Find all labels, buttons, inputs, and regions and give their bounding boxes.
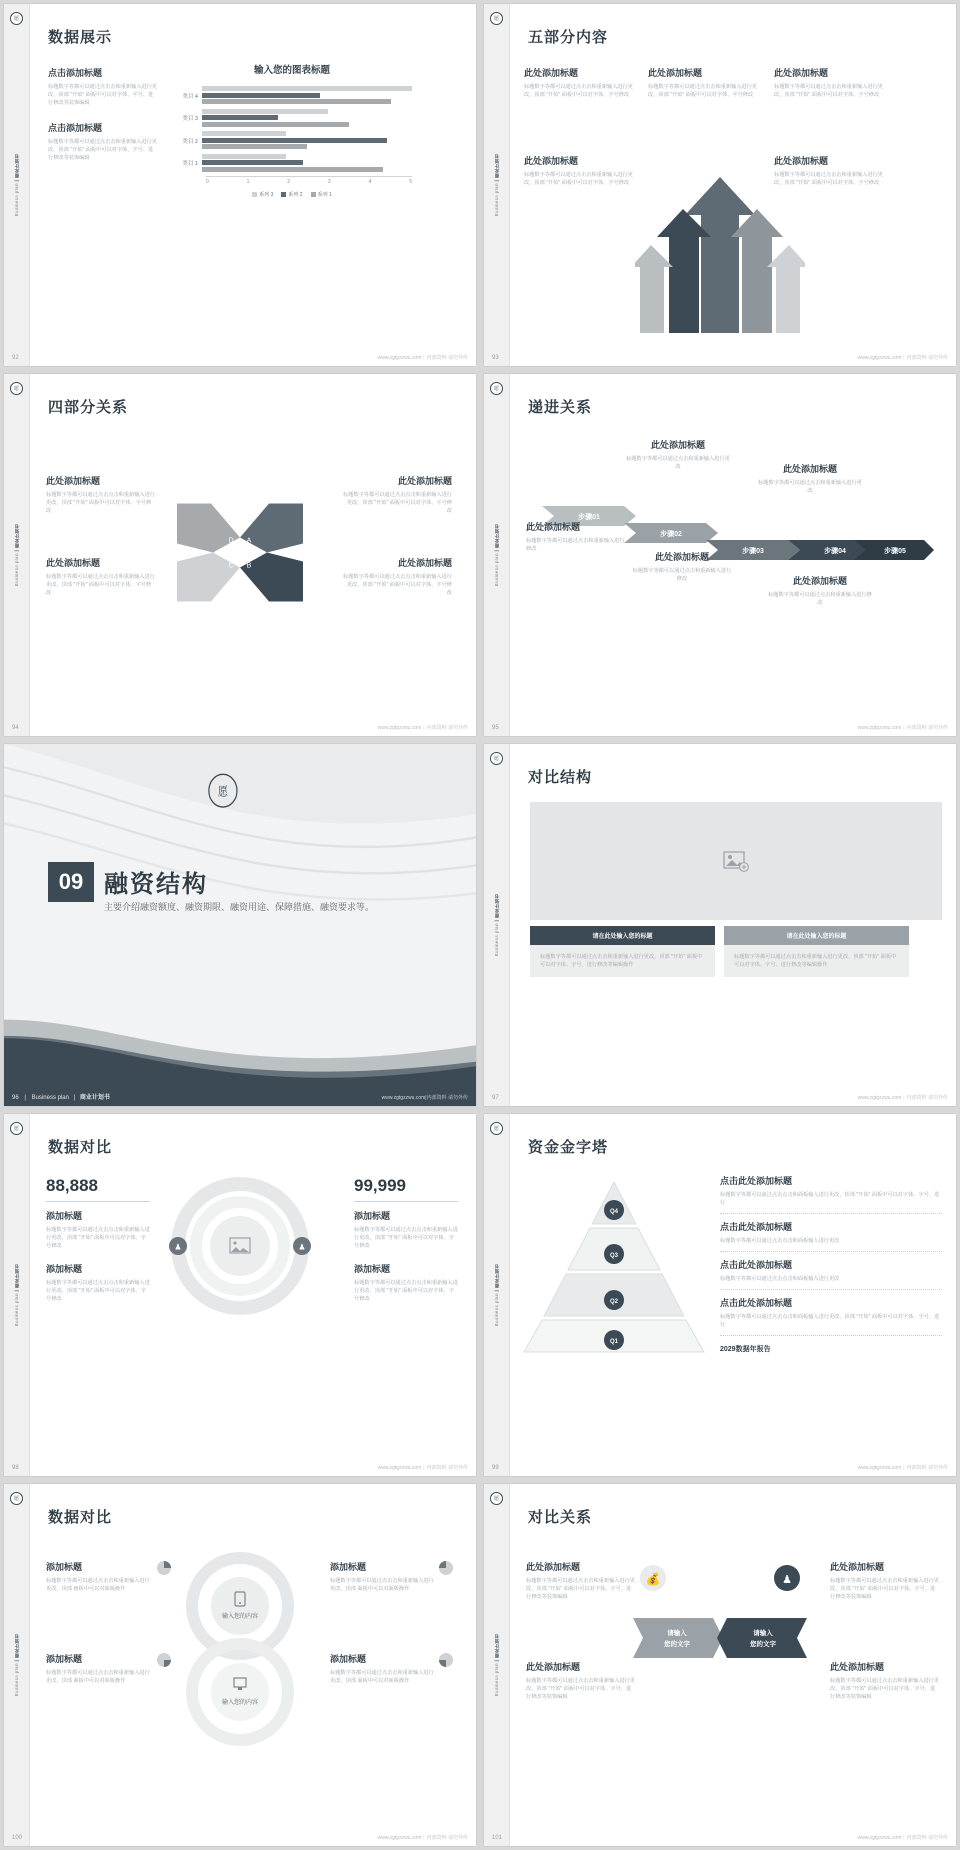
block-body: 标题数字等都可以通过点击点击和重新输入进行更改，顶部 "开始" 面板中可以对字体、字号修改 xyxy=(343,574,452,597)
page-number: 92 xyxy=(12,355,19,361)
pie-icon xyxy=(156,1652,172,1668)
text-block-4 xyxy=(524,154,636,187)
pie-icon xyxy=(438,1560,454,1576)
chart-bar xyxy=(202,144,307,149)
slide-footer: www.zgtgzzwu.com | 内部资料 请勿外传 xyxy=(857,1095,948,1101)
block-body: 标题数字等都可以通过点击和重新输入进行修改 xyxy=(632,568,732,583)
footer-note: 内部资料 请勿外传 xyxy=(906,355,948,361)
block-body: 标题数字等都可以通过点击和重新输入进行更改 xyxy=(626,456,730,471)
chart-bar xyxy=(202,122,349,127)
slide-94[interactable] xyxy=(4,374,476,736)
block-heading: 添加标题 xyxy=(46,1562,83,1572)
svg-text:您的文字: 您的文字 xyxy=(750,1641,776,1648)
arrow-graphic xyxy=(635,175,805,340)
text-block-3 xyxy=(774,66,886,99)
slide-footer: www.zgtgzzwu.com | 内部资料 请勿外传 xyxy=(377,1465,468,1471)
rail-label: Business plan | 商业计划书 xyxy=(13,153,19,217)
chart-bar xyxy=(202,86,412,91)
rail-label: Business plan | 商业计划书 xyxy=(493,1633,499,1697)
chart-category-label: 类目 1 xyxy=(182,161,198,168)
block-body: 标题数字等都可以通过点击和重新输入进行修改 xyxy=(526,538,625,553)
rail-label: Business plan | 商业计划书 xyxy=(493,523,499,587)
rail-label: Business plan | 商业计划书 xyxy=(493,893,499,957)
compare-arrows-graphic xyxy=(625,1556,815,1676)
page-title: 数据展示 xyxy=(48,29,113,46)
svg-text:D: D xyxy=(228,537,234,545)
text-block-2 xyxy=(624,438,732,471)
block-heading: 添加标题 xyxy=(330,1654,367,1664)
block-heading: 点击此处添加标题 xyxy=(720,1298,793,1309)
page-title: 对比关系 xyxy=(528,1509,593,1526)
pyramid-item xyxy=(720,1220,942,1252)
slide-rail xyxy=(484,744,510,1106)
svg-text:愿: 愿 xyxy=(217,785,228,799)
card-body: 标题数字等都可以通过点击击和重新输入进行更改，顶部 "开始" 面板中可以对字体、字号、进行修改等编辑操作 xyxy=(530,945,715,977)
block-heading: 此处添加标题 xyxy=(526,1662,581,1672)
block-body: 标题数字等都可以通过点击点击和重新输入进行更改，顶部 "开始" 面板中可以对字体、字号修改 xyxy=(354,1227,458,1250)
chart-bars xyxy=(202,109,412,129)
legend-swatch xyxy=(311,192,316,197)
section-subtitle: 主要介绍融资额度、融资期限、融资用途、保障措施、融资要求等。 xyxy=(104,902,375,912)
text-block-5 xyxy=(768,574,872,607)
svg-text:♟: ♟ xyxy=(298,1242,306,1252)
slide-footer: www.zgtgzzwu.com | 内部资料 请勿外传 xyxy=(857,1465,948,1471)
page-title: 数据对比 xyxy=(48,1509,113,1526)
text-block-4 xyxy=(756,462,864,495)
slide-rail xyxy=(484,1114,510,1476)
text-block-4 xyxy=(330,1652,436,1685)
block-heading: 添加标题 xyxy=(46,1264,83,1275)
slide-footer: www.zgtgzzwu.com | 内部资料 请勿外传 xyxy=(857,1835,948,1841)
block-heading: 点击添加标题 xyxy=(48,123,103,134)
block-body: 标题数字等都可以通过点击击和重新输入进行更改，顶部 "开始" 面板中可以对字体、字号修改 xyxy=(524,84,633,99)
block-heading: 点击添加标题 xyxy=(48,68,103,78)
page-number: 100 xyxy=(12,1835,23,1841)
text-block-1 xyxy=(526,1560,636,1601)
block-body: 标题数字等都可以通过点击和重新输入进行修改 xyxy=(768,592,872,607)
svg-text:B: B xyxy=(246,562,252,570)
block-heading: 此处添加标题 xyxy=(782,464,837,474)
text-block-2 xyxy=(46,1652,152,1685)
brand-logo-icon: 愿 xyxy=(490,752,503,765)
chart-bar-group xyxy=(172,154,412,174)
pyramid-item xyxy=(720,1174,942,1214)
block-heading: 点击此处添加标题 xyxy=(720,1222,793,1233)
block-body: 标题数字等都可以通过点击点击和重新输入进行更改，顶部 "开始" 面板中可以对字体、字号修改 xyxy=(46,1227,150,1250)
rail-label: Business plan | 商业计划书 xyxy=(493,153,499,217)
chart-bar xyxy=(202,99,391,104)
compare-card-1[interactable] xyxy=(530,926,715,977)
page-title: 递进关系 xyxy=(528,399,593,416)
svg-text:输入您的内容: 输入您的内容 xyxy=(221,1700,259,1706)
footer-url: www.zgtgzzwu.com xyxy=(381,1095,426,1101)
rings-graphic xyxy=(155,1544,325,1754)
footer-note: 内部资料 请勿外传 xyxy=(426,1095,468,1101)
chart-legend-item xyxy=(311,191,332,198)
text-block-1 xyxy=(524,66,636,99)
slide-rail xyxy=(4,1484,30,1846)
rail-label: Business plan | 商业计划书 xyxy=(13,1633,19,1697)
footer-url: www.zgtgzzwu.com xyxy=(857,725,902,731)
svg-text:输入您的内容: 输入您的内容 xyxy=(221,1614,259,1620)
brand-logo-icon: 愿 xyxy=(490,1122,503,1135)
right-value: 99,999 xyxy=(354,1176,406,1195)
svg-text:Q1: Q1 xyxy=(609,1339,619,1345)
svg-text:C: C xyxy=(228,562,234,570)
slide-92[interactable] xyxy=(4,4,476,366)
footer-note: 内部资料 请勿外传 xyxy=(906,1465,948,1471)
text-block-3 xyxy=(330,1560,436,1593)
text-block-3 xyxy=(632,550,732,583)
block-heading: 此处添加标题 xyxy=(46,476,101,486)
slide-rail xyxy=(4,374,30,736)
block-body: 标题数字等都可以通过点击击和重新输入进行更改，顶部 "开始" 面板中可以对字体、字号、进行修改等装饰编辑 xyxy=(526,1678,635,1701)
block-heading: 此处添加标题 xyxy=(524,156,579,166)
block-heading: 此处添加标题 xyxy=(650,440,705,450)
svg-text:A: A xyxy=(246,537,252,545)
chart-x-tick: 2 xyxy=(287,179,291,185)
x-shape-graphic xyxy=(175,498,305,613)
chart-bar xyxy=(202,167,383,172)
text-block-4 xyxy=(342,556,452,597)
block-body: 标题数字等都可以通过点击击和重新输入进行更改，顶部 "开始" 面板中可以对字体、字号、进行修改等装饰编辑 xyxy=(48,139,157,162)
page-number: 98 xyxy=(12,1465,19,1471)
image-placeholder[interactable] xyxy=(530,802,942,920)
footer-note: 内部资料 请勿外传 xyxy=(426,355,468,361)
block-heading: 添加标题 xyxy=(330,1562,367,1572)
rail-label: Business plan | 商业计划书 xyxy=(493,1263,499,1327)
block-heading: 此处添加标题 xyxy=(526,1562,581,1572)
footer-note: 内部资料 请勿外传 xyxy=(426,725,468,731)
chart-bars xyxy=(202,154,412,174)
block-heading: 此处添加标题 xyxy=(830,1662,885,1672)
card-body: 标题数字等都可以通过点击击和重新输入进行更改，顶部 "开始" 面板中可以对字体、字号、进行修改等编辑操作 xyxy=(724,945,909,977)
page-title: 数据对比 xyxy=(48,1139,113,1156)
card-title-bar[interactable]: 请在此处输入您的标题 xyxy=(724,926,909,945)
slide-98[interactable] xyxy=(4,1114,476,1476)
block-body: 标题数字等都可以通过点击击和重新输入进行更改，顶部 "开始" 面板中可以对字体、字号、进行修改等装饰编辑 xyxy=(526,1578,635,1601)
page-title: 五部分内容 xyxy=(528,29,609,46)
slide-footer: www.zgtgzzwu.com | 内部资料 请勿外传 xyxy=(377,725,468,731)
chart-x-tick: 4 xyxy=(368,179,372,185)
text-block-2 xyxy=(526,1660,636,1701)
svg-text:Q4: Q4 xyxy=(609,1209,619,1215)
block-heading: 此处添加标题 xyxy=(526,522,581,532)
slide-footer: www.zgtgzzwu.com | 内部资料 请勿外传 xyxy=(377,355,468,361)
chart-bar xyxy=(202,115,278,120)
block-body: 标题数字等都可以通过点击击和重新输入进行更改，顶部 "开始" 面板中可以对字体、字号修改 xyxy=(648,84,757,99)
page-title: 对比结构 xyxy=(528,769,593,786)
block-heading: 此处添加标题 xyxy=(46,558,101,568)
text-block-2 xyxy=(46,556,156,597)
slide-99[interactable] xyxy=(484,1114,956,1476)
block-body: 标题数字等都可以通过点击点击和重新输入进行更改，顶部 "开始" 面板中可以对字体、字号修改 xyxy=(354,1280,458,1303)
block-heading: 点击此处添加标题 xyxy=(720,1176,793,1186)
svg-text:步骤05: 步骤05 xyxy=(884,548,906,555)
text-block-2 xyxy=(648,66,760,99)
chart-bar xyxy=(202,131,286,136)
block-heading: 添加标题 xyxy=(46,1211,83,1221)
bar-chart xyxy=(172,62,412,198)
pyramid-item xyxy=(720,1296,942,1336)
block-heading: 此处添加标题 xyxy=(774,68,829,78)
svg-text:请输入: 请输入 xyxy=(753,1630,773,1637)
brand-logo-icon: 愿 xyxy=(490,382,503,395)
page-title: 四部分关系 xyxy=(48,399,129,416)
chart-bars xyxy=(202,131,412,151)
svg-text:步骤04: 步骤04 xyxy=(824,548,846,555)
footer-url: www.zgtgzzwu.com xyxy=(857,355,902,361)
block-heading: 此处添加标题 xyxy=(524,68,579,78)
brand-logo-icon: 愿 xyxy=(490,12,503,25)
slide-101[interactable] xyxy=(484,1484,956,1846)
image-placeholder-icon xyxy=(723,850,749,872)
block-body: 标题数字等都可以通过点击击和重新输入进行更改，顶部 "开始" 面板中可以对字体、字号修改 xyxy=(524,172,633,187)
chart-category-label: 类目 4 xyxy=(182,93,198,100)
pie-icon xyxy=(156,1560,172,1576)
block-body: 标题数字等都可以通过点击击和重新输入进行更改，顶部 "开始" 面板中可以对字体、字号修改 xyxy=(774,172,883,187)
legend-swatch xyxy=(281,192,286,197)
page-number: 97 xyxy=(492,1095,499,1101)
slide-rail xyxy=(4,1114,30,1476)
rail-label: Business plan | 商业计划书 xyxy=(13,1263,19,1327)
block-body: 标题数字等都可以通过点击和重新输入进行更改 xyxy=(758,480,862,495)
pie-icon xyxy=(438,1652,454,1668)
page-number: 95 xyxy=(492,725,499,731)
footer-note: 内部资料 请勿外传 xyxy=(906,1095,948,1101)
svg-text:步骤02: 步骤02 xyxy=(660,531,682,538)
chart-legend-item xyxy=(281,191,302,198)
svg-text:Q2: Q2 xyxy=(609,1299,619,1305)
slide-96-section-cover[interactable] xyxy=(4,744,476,1106)
chart-plot xyxy=(172,86,412,198)
pyramid-item xyxy=(720,1258,942,1290)
rail-label: Business plan | 商业计划书 xyxy=(13,523,19,587)
legend-swatch xyxy=(252,192,257,197)
slide-rail xyxy=(484,374,510,736)
block-body: 标题数字等都可以通过点击击和重新输入进行更改，顶部 画板中可以对面板操作 xyxy=(46,1578,150,1593)
left-text-column xyxy=(48,66,158,162)
brand-logo-icon: 愿 xyxy=(490,1492,503,1505)
text-block-3 xyxy=(830,1560,940,1601)
page-number: 96 xyxy=(12,1095,19,1101)
page-number: 94 xyxy=(12,725,19,731)
pyramid-graphic xyxy=(514,1176,714,1356)
text-block-4 xyxy=(830,1660,940,1701)
footer-url: www.zgtgzzwu.com xyxy=(377,1835,422,1841)
cover-footer-right: www.zgtgzzwu.com|内部资料 请勿外传 xyxy=(381,1095,468,1101)
chart-title: 输入您的图表标题 xyxy=(253,65,330,76)
svg-text:您的文字: 您的文字 xyxy=(664,1641,690,1648)
block-body: 标题数字等都可以通过点击点击和面板输入进行更改，顶部 "开始" 面板中可以对字体、字号、进行 xyxy=(720,1314,940,1329)
svg-text:步骤03: 步骤03 xyxy=(742,548,764,555)
block-body: 标题数字等都可以通过点击击和重新输入进行更改，顶部 面板中可以对面板操作 xyxy=(330,1670,434,1685)
right-stat-column xyxy=(354,1176,458,1303)
slide-97[interactable] xyxy=(484,744,956,1106)
block-body: 标题数字等都可以通过点击击和重新输入进行更改，顶部 面板中可以对面板操作 xyxy=(46,1670,150,1685)
brand-logo-icon: 愿 xyxy=(10,382,23,395)
block-heading: 添加标题 xyxy=(354,1264,391,1275)
chart-bar xyxy=(202,93,320,98)
chart-bar-group xyxy=(172,109,412,129)
svg-text:请输入: 请输入 xyxy=(667,1630,687,1637)
block-body: 标题数字等都可以通过点击点击和重新输入进行更改，顶部 "开始" 面板中可以对字体、字号修改 xyxy=(46,1280,150,1303)
block-heading: 此处添加标题 xyxy=(397,558,452,568)
chart-x-tick: 1 xyxy=(246,179,250,185)
block-heading: 此处添加标题 xyxy=(792,576,847,586)
block-heading: 添加标题 xyxy=(354,1211,391,1221)
block-body: 标题数字等都可以通过点击击和重新输入进行更改，顶部 "开始" 面板中可以对字体、字号修改 xyxy=(774,84,883,99)
cover-background xyxy=(4,744,476,1106)
block-body: 标题数字等都可以通过点击击和重新输入进行更改，顶部 面板中可以对面板操作 xyxy=(330,1578,434,1593)
chart-bar xyxy=(202,154,286,159)
text-block-1 xyxy=(526,520,626,553)
footer-url: www.zgtgzzwu.com xyxy=(377,725,422,731)
svg-text:♟: ♟ xyxy=(782,1574,792,1586)
section-number: 09 xyxy=(48,862,94,902)
footer-url: www.zgtgzzwu.com xyxy=(857,1465,902,1471)
card-title-bar[interactable]: 请在此处输入您的标题 xyxy=(530,926,715,945)
legend-label: 系列 3 xyxy=(259,192,274,198)
chart-x-tick: 3 xyxy=(327,179,331,185)
chart-category-label: 类目 3 xyxy=(182,116,198,123)
compare-card-2[interactable] xyxy=(724,926,909,977)
chart-bar xyxy=(202,138,387,143)
chart-legend-item xyxy=(252,191,273,198)
block-body: 标题数字等都可以通过点击击和重新输入进行更改，顶部 "开始" 面板中可以对字体、字号、进行修改等装饰编辑 xyxy=(830,1678,939,1701)
cover-brand: Business plan xyxy=(31,1095,69,1101)
brand-logo-icon: 愿 xyxy=(10,1122,23,1135)
slide-100[interactable] xyxy=(4,1484,476,1846)
block-body: 标题数字等都可以通过点击点击和重新输入进行更改，顶部 "开始" 面板中可以对字体、字号修改 xyxy=(46,492,155,515)
left-value: 88,888 xyxy=(46,1176,98,1195)
slide-rail xyxy=(4,4,30,366)
donut-graphic xyxy=(150,1176,330,1316)
block-body: 标题数字等都可以通过点击点击和重新输入进行更改，顶部 "开始" 面板中可以对字体、字号修改 xyxy=(343,492,452,515)
legend-label: 系列 1 xyxy=(317,192,332,198)
brand-logo-icon: 愿 xyxy=(10,12,23,25)
slide-93[interactable] xyxy=(484,4,956,366)
block-heading: 此处添加标题 xyxy=(397,476,452,486)
pyramid-caption: 2029数据年报告 xyxy=(720,1346,771,1354)
section-title: 融资结构 xyxy=(104,871,208,898)
block-body: 标题数字等都可以通过点击点击和面板输入进行更改 xyxy=(720,1238,840,1245)
slide-95[interactable] xyxy=(484,374,956,736)
pyramid-items xyxy=(720,1174,942,1354)
slide-rail xyxy=(484,4,510,366)
svg-text:Q3: Q3 xyxy=(609,1253,619,1259)
block-body: 标题数字等都可以通过点击点击和面板输入进行更改，顶部 "开始" 面板中可以对字体、字号、进行 xyxy=(720,1192,940,1207)
block-body: 标题数字等都可以通过点击点击和重新输入进行更改，顶部 "开始" 面板中可以对字体、字号修改 xyxy=(46,574,155,597)
slide-footer: www.zgtgzzwu.com | 内部资料 请勿外传 xyxy=(857,725,948,731)
block-heading: 点击此处添加标题 xyxy=(720,1260,793,1271)
chart-x-tick: 5 xyxy=(409,179,412,185)
footer-note: 内部资料 请勿外传 xyxy=(906,1835,948,1841)
legend-label: 系列 2 xyxy=(288,192,303,198)
footer-note: 内部资料 请勿外传 xyxy=(426,1465,468,1471)
page-title: 资金金字塔 xyxy=(528,1139,609,1156)
block-body: 标题数字等都可以通过点击击和重新输入进行更改，顶部 "开始" 面板中可以对字体、字号、进行修改等装饰编辑 xyxy=(48,84,157,107)
chart-x-tick: 0 xyxy=(206,179,209,185)
slide-rail xyxy=(484,1484,510,1846)
footer-url: www.zgtgzzwu.com xyxy=(857,1835,902,1841)
footer-url: www.zgtgzzwu.com xyxy=(377,355,422,361)
text-block-1 xyxy=(46,474,156,515)
block-heading: 此处添加标题 xyxy=(648,68,703,78)
text-block-3 xyxy=(342,474,452,515)
footer-url: www.zgtgzzwu.com xyxy=(857,1095,902,1101)
left-stat-column xyxy=(46,1176,150,1303)
footer-url: www.zgtgzzwu.com xyxy=(377,1465,422,1471)
chart-legend xyxy=(172,191,412,198)
chart-bar-group xyxy=(172,131,412,151)
slide-footer: www.zgtgzzwu.com | 内部资料 请勿外传 xyxy=(857,355,948,361)
chart-x-axis xyxy=(206,176,412,185)
footer-note: 内部资料 请勿外传 xyxy=(906,725,948,731)
footer-note: 内部资料 请勿外传 xyxy=(426,1835,468,1841)
page-number: 99 xyxy=(492,1465,499,1471)
chart-category-label: 类目 2 xyxy=(182,138,198,145)
block-heading: 此处添加标题 xyxy=(830,1562,885,1572)
chart-bar xyxy=(202,109,328,114)
brand-logo-icon: 愿 xyxy=(10,1492,23,1505)
slide-footer: www.zgtgzzwu.com | 内部资料 请勿外传 xyxy=(377,1835,468,1841)
block-body: 标题数字等都可以通过点击点击和面板输入进行更改 xyxy=(720,1276,840,1283)
text-block-1 xyxy=(46,1560,152,1593)
cover-footer-left: 96 | Business plan | 商业计划书 xyxy=(12,1095,110,1101)
chart-bar xyxy=(202,160,303,165)
svg-text:💰: 💰 xyxy=(645,1572,661,1586)
chart-bar-group xyxy=(172,86,412,106)
svg-text:♟: ♟ xyxy=(174,1242,182,1252)
block-heading: 添加标题 xyxy=(46,1654,83,1664)
cover-brand-sub: 商业计划书 xyxy=(79,1095,110,1101)
svg-text:步骤01: 步骤01 xyxy=(578,514,600,521)
block-heading: 此处添加标题 xyxy=(654,552,709,562)
chart-bars xyxy=(202,86,412,106)
block-body: 标题数字等都可以通过点击击和重新输入进行更改，顶部 "开始" 面板中可以对字体、字号、进行修改等装饰编辑 xyxy=(830,1578,939,1601)
page-number: 93 xyxy=(492,355,499,361)
block-heading: 此处添加标题 xyxy=(774,156,829,166)
page-number: 101 xyxy=(492,1835,503,1841)
